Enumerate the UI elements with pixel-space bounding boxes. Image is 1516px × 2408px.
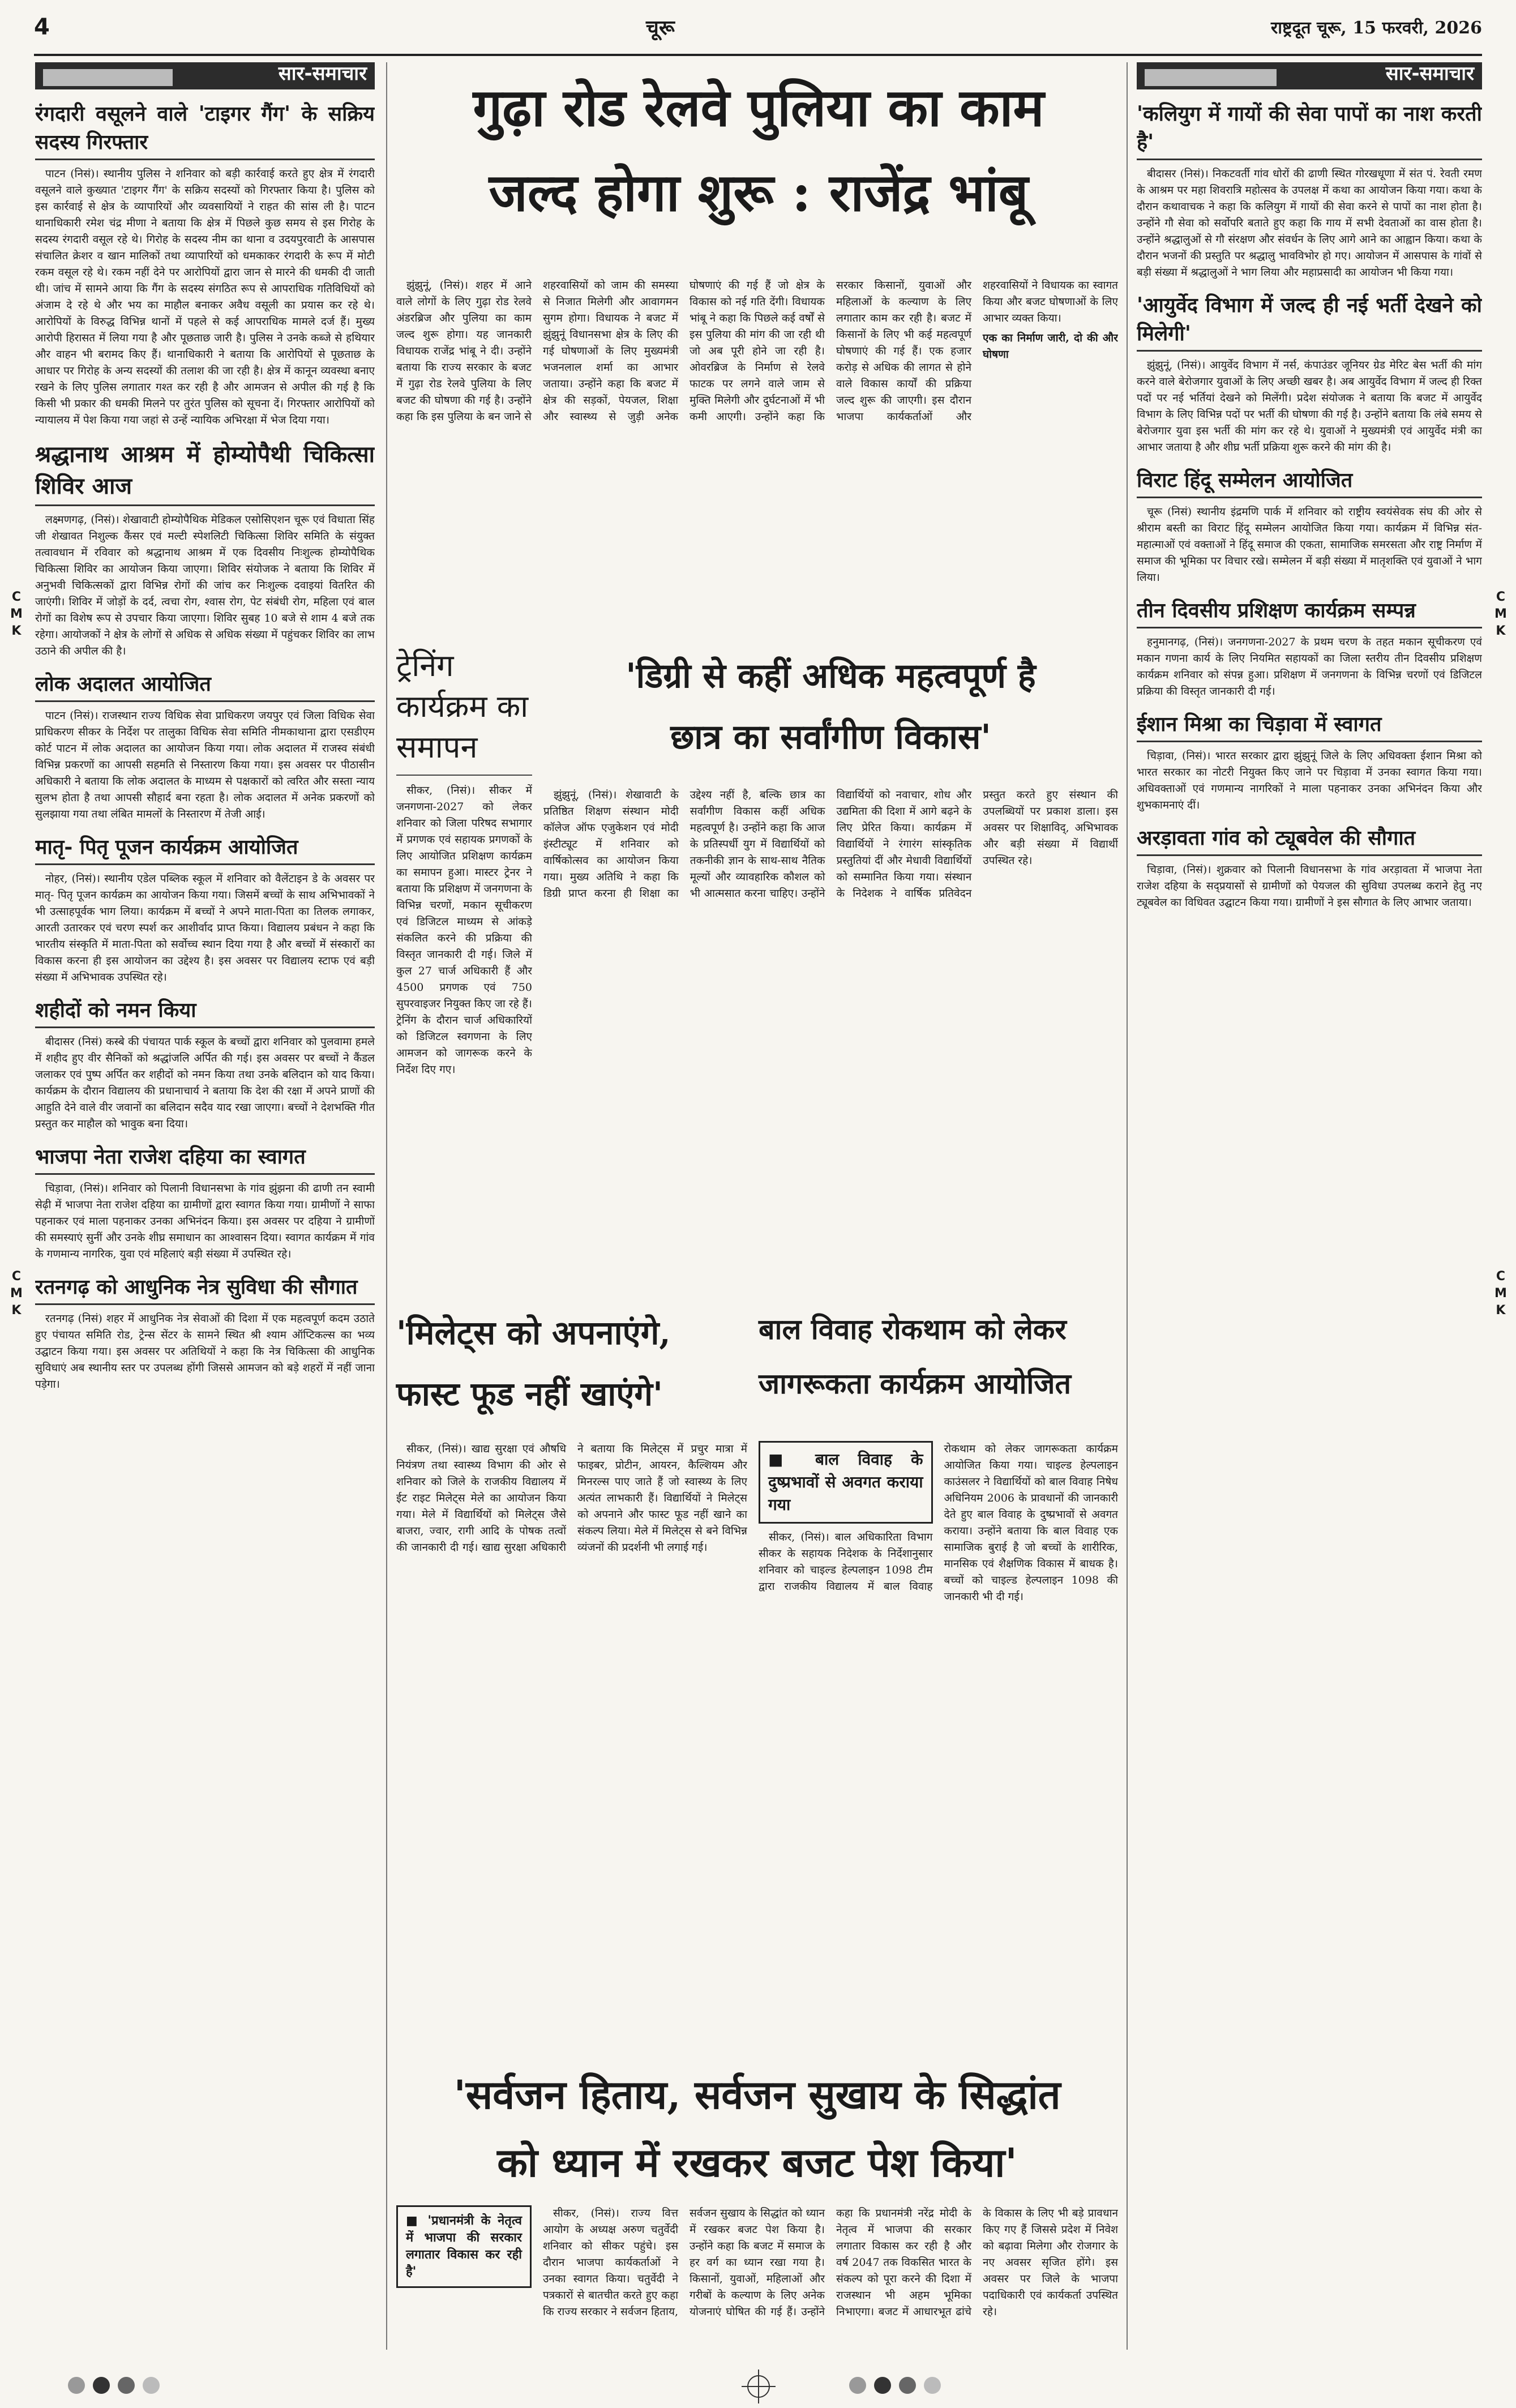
story-headline: रंगदारी वसूलने वाले 'टाइगर गैंग' के सक्रिय सदस्य गिरफ्तार: [35, 100, 375, 160]
degree-headline: 'डिग्री से कहीं अधिक महत्वपूर्ण है छात्र का सर्वांगीण विकास': [626, 656, 1036, 757]
budget-pullquote: ■ 'प्रधानमंत्री के नेतृत्व में भाजपा की सरकार लगातार विकास कर रही है': [396, 2205, 532, 2288]
child-marriage-pullquote: ■ बाल विवाह के दुष्प्रभावों से अवगत कराया गया: [759, 1441, 933, 1524]
story-body: चिड़ावा, (निसं)। शुक्रवार को पिलानी विधानसभा के गांव अरड़ावता में भाजपा नेता राजेश दहिया के सद्प्रयासों से ग्रामीणों को पेयजल की सुविधा उपलब्ध कराने हेतु नए ट्यूबवेल का विधिवत उद्घाटन किया गया। ग्रामीणों ने इस सौगात के लिए आभार जताया।: [1137, 863, 1482, 909]
story-headline: मातृ- पितृ पूजन कार्यक्रम आयोजित: [35, 833, 375, 865]
cmyk-mark-left: C M K: [10, 590, 23, 638]
child-marriage-story: ■ बाल विवाह के दुष्प्रभावों से अवगत कराया गया सीकर, (निसं)। बाल अधिकारिता विभाग सीकर के सहायक निदेशक के निर्देशानुसार शनिवार को चाइल्ड हेल्पलाइन 1098 टीम द्वारा राजकीय विद्यालय में बाल विवाह रोकथाम को लेकर जागरूकता कार्यक्रम आयोजित किया गया। चाइल्ड हेल्पलाइन काउंसलर ने विद्यार्थियों को बाल विवाह निषेध अधिनियम 2006 के प्रावधानों की जानकारी देते हुए बाल विवाह के दुष्प्रभावों से अवगत कराया। उन्होंने बताया कि बाल विवाह एक सामाजिक बुराई है जो बच्चों के शारीरिक, मानसिक एवं शैक्षणिक विकास में बाधक है। बच्चों को चाइल्ड हेल्पलाइन 1098 की जानकारी भी दी गई।: [759, 1441, 1118, 2052]
story-headline: लोक अदालत आयोजित: [35, 670, 375, 702]
story-body: नोहर, (निसं)। स्थानीय एडेल पब्लिक स्कूल में शनिवार को वैलेंटाइन डे के अवसर पर मातृ- पितृ पूजन कार्यक्रम का आयोजन किया गया। जिसमें बच्चों के साथ अभिभावकों ने भी उत्साहपूर्वक भाग लिया। कार्यक्रम में बच्चों ने अपने माता-पिता का तिलक लगाकर, आरती उतारकर एवं चरण स्पर्श कर आशीर्वाद प्राप्त किया। विद्यालय प्रबंधन ने कहा कि भारतीय संस्कृति में माता-पिता को सर्वोच्च स्थान दिया गया है और बच्चों में संस्कारों का विकास करना ही इस आयोजन का उद्देश्य है। इस अवसर पर विद्यालय स्टाफ एवं बड़ी संख्या में अभिभावक उपस्थित रहे।: [35, 872, 375, 983]
story-headline: श्रद्धानाथ आश्रम में होम्योपैथी चिकित्सा शिविर आज: [35, 439, 375, 506]
story-headline: विराट हिंदू सम्मेलन आयोजित: [1137, 466, 1482, 498]
cmyk-mark-right-lower: C M K: [1494, 1269, 1507, 1318]
page-folio: [34, 0, 1482, 56]
story-body: चिड़ावा, (निसं)। भारत सरकार द्वारा झुंझुनूं जिले के लिए अधिवक्ता ईशान मिश्रा को भारत सरकार का नोटरी नियुक्त किए जाने पर चिड़ावा में उनका स्वागत किया गया। अधिवक्ताओं एवं गणमान्य नागरिकों ने माला पहनाकर उनका अभिनंदन किया और शुभकामनाएं दीं।: [1137, 750, 1482, 811]
story-body: पाटन (निसं)। राजस्थान राज्य विधिक सेवा प्राधिकरण जयपुर एवं जिला विधिक सेवा प्राधिकरण सीकर के निर्देश पर तालुका विधिक सेवा समिति नीमकाथाना द्वारा एसडीएम कोर्ट पाटन में लोक अदालत का आयोजन किया गया। लोक अदालत में राजस्व संबंधी विभिन्न प्रकरणों का आपसी सहमति से निस्तारण किया गया। इस अवसर पर पीठासीन अधिकारी ने बताया कि लोक अदालत के माध्यम से पक्षकारों को त्वरित और सस्ता न्याय सुलभ होता है तथा आपसी सौहार्द बना रहता है। लोक अदालत में अनेक प्रकरणों को सुलझाया गया तथा लंबित मामलों के निस्तारण में तेजी आई।: [35, 709, 375, 820]
story-body: बीदासर (निसं)। निकटवर्ती गांव धोरों की ढाणी स्थित गोरखधूणा में संत पं. रेवती रमण के आश्रम पर महा शिवरात्रि महोत्सव के उपलक्ष में कथा का आयोजन किया गया। कथा के दौरान कथावाचक ने कहा कि कलियुग में गायों की सेवा करने से पापों का नाश होता है। उन्होंने गौ सेवा को सर्वोपरि बताते हुए कहा कि गाय में सभी देवताओं का वास होता है। उन्होंने श्रद्धालुओं से गौ संरक्षण और संवर्धन के लिए आगे आने का आह्वान किया। कथा के दौरान भजनों की प्रस्तुति पर श्रद्धालु भावविभोर हो गए। आयोजन में आसपास के गांवों से बड़ी संख्या में श्रद्धालुओं ने भाग लिया और महाप्रसादी का आयोजन भी किया गया।: [1137, 168, 1482, 279]
story-headline: अरड़ावता गांव को ट्यूबवेल की सौगात: [1137, 824, 1482, 856]
lead-story-body: झुंझुनूं, (निसं)। शहर में आने वाले लोगों के लिए गुढ़ा रोड रेलवे अंडरब्रिज और पुलिया का काम जल्द शुरू होगा। यह जानकारी विधायक राजेंद्र भांबू ने दी। उन्होंने बताया कि राज्य सरकार के बजट में गुढ़ा रोड रेलवे पुलिया के लिए बजट की घोषणा की गई है। उन्होंने कहा कि इस पुलिया के बन जाने से शहरवासियों को जाम की समस्या से निजात मिलेगी और आवागमन सुगम होगा। विधायक ने बजट में झुंझुनूं विधानसभा क्षेत्र के लिए की गई घोषणाओं के लिए मुख्यमंत्री भजनलाल शर्मा का आभार जताया। उन्होंने कहा कि बजट में क्षेत्र की सड़कों, पेयजल, शिक्षा और स्वास्थ्य से जुड़ी अनेक घोषणाएं की गई हैं जो क्षेत्र के विकास को नई गति देंगी। विधायक भांबू ने कहा कि पिछले कई वर्षों से इस पुलिया की मांग की जा रही थी जो अब पूरी होने जा रही है। ओवरब्रिज के निर्माण से रेलवे फाटक पर लगने वाले जाम से मुक्ति मिलेगी और दुर्घटनाओं में भी कमी आएगी। उन्होंने कहा कि सरकार किसानों, युवाओं और महिलाओं के कल्याण के लिए लगातार काम कर रही है। बजट में किसानों के लिए भी कई महत्वपूर्ण घोषणाएं की गई हैं। एक हजार करोड़ से अधिक की लागत से होने वाले विकास कार्यों की प्रक्रिया जल्द शुरू की जाएगी। इस दौरान भाजपा कार्यकर्ताओं और शहरवासियों ने विधायक का स्वागत किया और बजट घोषणाओं के लिए आभार व्यक्त किया। एक का निर्माण जारी, दो की और घोषणा: [396, 279, 1118, 423]
cmyk-mark-left-lower: C M K: [10, 1269, 23, 1318]
story-body: पाटन (निसं)। स्थानीय पुलिस ने शनिवार को बड़ी कार्रवाई करते हुए क्षेत्र में रंगदारी वसूलने वाले कुख्यात 'टाइगर गैंग' के सक्रिय सदस्यों को गिरफ्तार किया है। पुलिस को इस कार्रवाई से क्षेत्र के व्यापारियों और व्यवसायियों ने राहत की सांस ली है। पाटन थानाधिकारी रमेश चंद्र मीणा ने बताया कि क्षेत्र में पिछले कुछ समय से इस गिरोह के सदस्य रंगदारी वसूल रहे थे। गिरोह के सदस्य नीम का थाना व उदयपुरवाटी के आसपास संचालित क्रेशर व खान मालिकों तथा व्यापारियों को धमकाकर रंगदारी के रूप में मोटी रकम वसूल रहे थे। रकम नहीं देने पर आरोपियों द्वारा जान से मारने की धमकी दी जाती थी। जांच में सामने आया कि गैंग के सदस्य संगठित रूप से आपराधिक गतिविधियों को अंजाम दे रहे थे और भय का माहौल बनाकर अवैध वसूली का प्रयास कर रहे थे। आरोपियों के विरुद्ध विभिन्न थानों में पहले से कई आपराधिक मामले दर्ज हैं। मुख्य आरोपी हिरासत में लिया गया है और पूछताछ जारी है। पुलिस ने उनके कब्जे से हथियार और वाहन भी बरामद किए हैं। थानाधिकारी ने बताया कि आरोपियों से पूछताछ के आधार पर गिरोह के अन्य सदस्यों की तलाश की जा रही है। क्षेत्र में कानून व्यवस्था बनाए रखने के लिए पुलिस लगातार गश्त कर रही है और आमजन से अपील की गई है कि किसी भी प्रकार की धमकी मिलने पर तुरंत पुलिस को सूचना दें। गिरफ्तार आरोपियों को न्यायालय में पेश किया गया जहां से उन्हें न्यायिक अभिरक्षा में भेज दिया गया।: [35, 168, 375, 426]
training-story: [396, 645, 532, 1291]
millets-headline: 'मिलेट्स को अपनाएंगे, फास्ट फूड नहीं खाएंगे': [396, 1314, 671, 1413]
edition-city: चूरू: [646, 16, 675, 40]
registration-mark: [747, 2375, 770, 2398]
lead-headline: गुढ़ा रोड रेलवे पुलिया का काम जल्द होगा शुरू : राजेंद्र भांबू: [473, 77, 1044, 223]
right-news-column: [1137, 62, 1482, 2350]
millets-story-body: सीकर, (निसं)। खाद्य सुरक्षा एवं औषधि नियंत्रण तथा स्वास्थ्य विभाग की ओर से शनिवार को जिले के राजकीय विद्यालय में ईट राइट मिलेट्स मेले का आयोजन किया गया। मेले में विद्यार्थियों को मिलेट्स जैसे बाजरा, ज्वार, रागी आदि के पोषक तत्वों की जानकारी दी गई। खाद्य सुरक्षा अधिकारी ने बताया कि मिलेट्स में प्रचुर मात्रा में फाइबर, प्रोटीन, आयरन, कैल्शियम और मिनरल्स पाए जाते हैं जो स्वास्थ्य के लिए अत्यंत लाभकारी हैं। विद्यार्थियों ने मिलेट्स को अपनाने और फास्ट फूड नहीं खाने का संकल्प लिया। मेले में मिलेट्स से बने विभिन्न व्यंजनों की प्रदर्शनी भी लगाई गई।: [396, 1443, 747, 1554]
child-marriage-headline: बाल विवाह रोकथाम को लेकर जागरूकता कार्यक्रम आयोजित: [759, 1312, 1071, 1400]
story-headline: तीन दिवसीय प्रशिक्षण कार्यक्रम सम्पन्न: [1137, 596, 1482, 628]
story-body: लक्ष्मणगढ़, (निसं)। शेखावाटी होम्योपैथिक मेडिकल एसोसिएशन चूरू एवं विधाता सिंह जी शेखावत निशुल्क कैंसर एवं मल्टी स्पेशलिटी चिकित्सा शिविर समिति के संयुक्त तत्वावधान में रविवार को श्रद्धानाथ आश्रम में एक दिवसीय निःशुल्क होम्योपैथिक चिकित्सा शिविर का आयोजन किया जाएगा। शिविर संयोजक ने बताया कि शिविर में अनुभवी चिकित्सकों द्वारा विभिन्न रोगों की जांच कर निःशुल्क दवाइयां वितरित की जाएंगी। शिविर में जोड़ों के दर्द, त्वचा रोग, श्वास रोग, पेट संबंधी रोग, महिला एवं बाल रोगों का विशेष रूप से उपचार किया जाएगा। शिविर सुबह 10 बजे से शाम 4 बजे तक रहेगा। आयोजकों ने क्षेत्र के लोगों से अधिक से अधिक संख्या में पहुंचकर शिविर का लाभ उठाने की अपील की है।: [35, 514, 375, 657]
story-headline: ईशान मिश्रा का चिड़ावा में स्वागत: [1137, 710, 1482, 742]
budget-headline: 'सर्वजन हिताय, सर्वजन सुखाय के सिद्धांत को ध्यान में रखकर बजट पेश किया': [453, 2071, 1061, 2186]
story-headline: शहीदों को नमन किया: [35, 996, 375, 1028]
edition-date: राष्ट्रदूत चूरू, 15 फरवरी, 2026: [1271, 18, 1482, 38]
cmyk-mark-right: C M K: [1494, 590, 1507, 638]
section-band: सार-समाचार: [35, 62, 375, 89]
degree-story-body: झुंझुनूं, (निसं)। शेखावाटी के प्रतिष्ठित शिक्षण संस्थान मोदी कॉलेज ऑफ एजुकेशन एवं मोदी इंस्टीट्यूट में शनिवार को वार्षिकोत्सव का आयोजन किया गया। मुख्य अतिथि ने कहा कि डिग्री प्राप्त करना ही शिक्षा का उद्देश्य नहीं है, बल्कि छात्र का सर्वांगीण विकास कहीं अधिक महत्वपूर्ण है। उन्होंने कहा कि आज के प्रतिस्पर्धी युग में विद्यार्थियों को तकनीकी ज्ञान के साथ-साथ नैतिक मूल्यों और व्यावहारिक कौशल को भी आत्मसात करना चाहिए। उन्होंने विद्यार्थियों को नवाचार, शोध और उद्यमिता की दिशा में आगे बढ़ने के लिए प्रेरित किया। कार्यक्रम में विद्यार्थियों ने रंगारंग सांस्कृतिक प्रस्तुतियां दीं और मेधावी विद्यार्थियों को सम्मानित किया गया। संस्थान के निदेशक ने वार्षिक प्रतिवेदन प्रस्तुत करते हुए संस्थान की उपलब्धियों पर प्रकाश डाला। इस अवसर पर शिक्षाविद्, अभिभावक और बड़ी संख्या में विद्यार्थी उपस्थित रहे।: [543, 789, 1118, 900]
story-headline: 'आयुर्वेद विभाग में जल्द ही नई भर्ती देखने को मिलेगी': [1137, 291, 1482, 352]
story-body: बीदासर (निसं) कस्बे की पंचायत पार्क स्कूल के बच्चों द्वारा शनिवार को पुलवामा हमले में शहीद हुए वीर सैनिकों को श्रद्धांजलि अर्पित की गई। इस अवसर पर बच्चों ने कैंडल जलाकर एवं पुष्प अर्पित कर शहीदों को नमन किया तथा उनके बलिदान को याद किया। कार्यक्रम के दौरान विद्यालय की प्रधानाचार्य ने बताया कि देश की रक्षा में अपने प्राणों की आहुति देने वाले वीर जवानों का बलिदान सदैव याद रखा जाएगा। बच्चों ने देशभक्ति गीत प्रस्तुत कर माहौल को भावुक बना दिया।: [35, 1036, 375, 1130]
lead-subhead: एक का निर्माण जारी, दो की और घोषणा: [983, 332, 1118, 361]
section-band: सार-समाचार: [1137, 62, 1482, 89]
color-dots: [68, 2377, 160, 2394]
left-news-column: [35, 62, 375, 2350]
story-body: रतनगढ़ (निसं) शहर में आधुनिक नेत्र सेवाओं की दिशा में एक महत्वपूर्ण कदम उठाते हुए पंचायत समिति रोड, ट्रेन्स सेंटर के सामने स्थित श्री श्याम ऑप्टिकल्स का भव्य उद्घाटन किया गया। इस अवसर पर अतिथियों ने कहा कि नेत्र चिकित्सा की आधुनिक सुविधाएं अब स्थानीय स्तर पर उपलब्ध होंगी जिससे आमजन को बड़े शहरों में नहीं जाना पड़ेगा।: [35, 1312, 375, 1391]
story-headline: 'कलियुग में गायों की सेवा पापों का नाश करती है': [1137, 100, 1482, 160]
color-dots: [849, 2377, 941, 2394]
story-body: झुंझुनूं, (निसं)। आयुर्वेद विभाग में नर्स, कंपाउंडर जूनियर ग्रेड मेरिट बेस भर्ती की मांग करने वाले बेरोजगार युवाओं के लिए अच्छी खबर है। अब आयुर्वेद विभाग में जल्द ही रिक्त पदों पर नई भर्तियां देखने को मिलेंगी। प्रदेश संयोजक ने बताया कि बजट में आयुर्वेद विभाग के लिए विभिन्न पदों पर भर्ती की घोषणा की गई है। उन्होंने बताया कि लंबे समय से बेरोजगार युवा इस भर्ती की मांग कर रहे थे। युवाओं ने मुख्यमंत्री एवं आयुर्वेद मंत्री का आभार जताया है और शीघ्र भर्ती प्रक्रिया शुरू करने की मांग की है।: [1137, 359, 1482, 454]
training-headline: ट्रेनिंग कार्यक्रम का समापन: [396, 648, 529, 765]
story-body: चिड़ावा, (निसं)। शनिवार को पिलानी विधानसभा के गांव झुंझना की ढाणी तन स्वामी सेढ़ी में भाजपा नेता राजेश दहिया का ग्रामीणों द्वारा स्वागत किया गया। ग्रामीणों ने साफा पहनाकर एवं माला पहनाकर उनका अभिनंदन किया। इस अवसर पर दहिया ने ग्रामीणों की समस्याएं सुनीं और उनके शीघ्र समाधान का आश्वासन दिया। स्वागत कार्यक्रम में गांव के गणमान्य नागरिक, युवा एवं महिलाएं बड़ी संख्या में उपस्थित रहे।: [35, 1182, 375, 1260]
page-number: 4: [34, 14, 50, 40]
budget-story-body: ■ 'प्रधानमंत्री के नेतृत्व में भाजपा की सरकार लगातार विकास कर रही है' सीकर, (निसं)। राज्य वित्त आयोग के अध्यक्ष अरुण चतुर्वेदी शनिवार को सीकर पहुंचे। इस दौरान भाजपा कार्यकर्ताओं ने उनका स्वागत किया। चतुर्वेदी ने पत्रकारों से बातचीत करते हुए कहा कि राज्य सरकार ने सर्वजन हिताय, सर्वजन सुखाय के सिद्धांत को ध्यान में रखकर बजट पेश किया है। उन्होंने कहा कि बजट में समाज के हर वर्ग का ध्यान रखा गया है। किसानों, युवाओं, महिलाओं और गरीबों के कल्याण के लिए अनेक योजनाएं घोषित की गई हैं। उन्होंने कहा कि प्रधानमंत्री नरेंद्र मोदी के नेतृत्व में भाजपा की सरकार लगातार विकास कर रही है और वर्ष 2047 तक विकसित भारत के संकल्प को पूरा करने की दिशा में राजस्थान भी अहम भूमिका निभाएगा। बजट में आधारभूत ढांचे के विकास के लिए भी बड़े प्रावधान किए गए हैं जिससे प्रदेश में निवेश को बढ़ावा मिलेगा और रोजगार के नए अवसर सृजित होंगे। इस अवसर पर जिले के भाजपा पदाधिकारी एवं कार्यकर्ता उपस्थित रहे।: [396, 2205, 1118, 2347]
story-body: चूरू (निसं) स्थानीय इंद्रमणि पार्क में शनिवार को राष्ट्रीय स्वयंसेवक संघ की ओर से श्रीराम बस्ती का विराट हिंदू सम्मेलन आयोजित किया गया। कार्यक्रम में विभिन्न संत-महात्माओं एवं वक्ताओं ने हिंदू समाज की एकता, सामाजिक समरसता और राष्ट्र निर्माण में समाज की भूमिका पर विचार रखे। सम्मेलन में बड़ी संख्या में मातृशक्ति एवं युवाओं ने भाग लिया।: [1137, 506, 1482, 584]
story-headline: रतनगढ़ को आधुनिक नेत्र सुविधा की सौगात: [35, 1273, 375, 1305]
training-body: सीकर, (निसं)। सीकर में जनगणना-2027 को लेकर शनिवार को जिला परिषद सभागार में प्रगणक एवं सहायक प्रगणकों के लिए आयोजित प्रशिक्षण कार्यक्रम का समापन हुआ। मास्टर ट्रेनर ने बताया कि प्रशिक्षण में जनगणना के विभिन्न चरणों, मकान सूचीकरण एवं डिजिटल माध्यम से आंकड़े संकलित करने की प्रक्रिया की विस्तृत जानकारी दी गई। जिले में कुल 27 चार्ज अधिकारी हैं और 4500 प्रगणक एवं 750 सुपरवाइजर नियुक्त किए जा रहे हैं। ट्रेनिंग के दौरान चार्ज अधिकारियों को डिजिटल स्वगणना के लिए आमजन को जागरूक करने के निर्देश दिए गए।: [396, 784, 532, 1076]
story-headline: भाजपा नेता राजेश दहिया का स्वागत: [35, 1143, 375, 1175]
story-body: हनुमानगढ़, (निसं)। जनगणना-2027 के प्रथम चरण के तहत मकान सूचीकरण एवं मकान गणना कार्य के लिए नियमित सहायकों का जिला स्तरीय तीन दिवसीय प्रशिक्षण कार्यक्रम शनिवार को संपन्न हुआ। प्रशिक्षण में जनगणना के विभिन्न चरणों एवं डिजिटल प्रक्रिया की विस्तृत जानकारी दी गई।: [1137, 636, 1482, 698]
